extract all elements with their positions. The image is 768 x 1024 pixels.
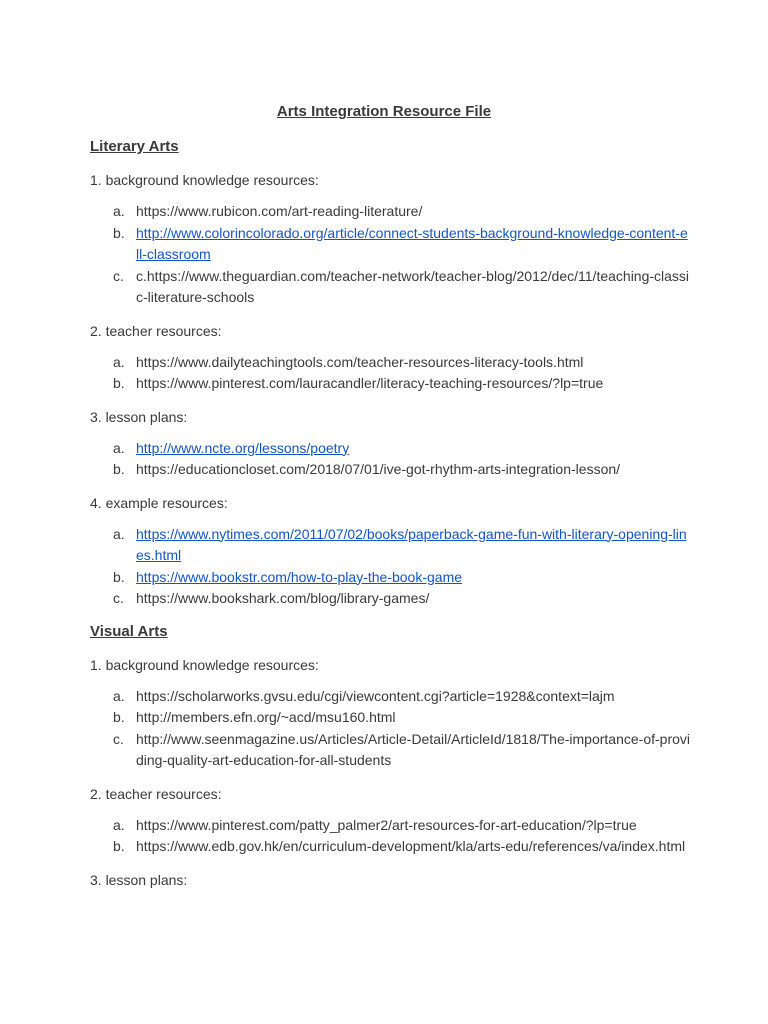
resource-list [90, 686, 690, 772]
numbered-heading: 1. background knowledge resources: [90, 656, 319, 673]
list-item [90, 588, 690, 610]
list-marker: b. [113, 568, 125, 585]
list-item [90, 729, 690, 772]
list-item [90, 223, 690, 266]
section-heading: Literary Arts [90, 138, 179, 155]
resource-url-text: https://www.rubicon.com/art-reading-literature/ [136, 203, 423, 219]
numbered-heading: 3. lesson plans: [90, 408, 188, 425]
list-marker: b. [113, 838, 125, 854]
section [90, 621, 690, 891]
document-title: Arts Integration Resource File [276, 103, 492, 120]
list-item [90, 266, 690, 309]
numbered-heading: 1. background knowledge resources: [90, 172, 319, 188]
list-marker: a. [113, 687, 125, 704]
list-marker: a. [113, 353, 125, 370]
resource-url-text: c.https://www.theguardian.com/teacher-network/teacher-blog/2012/dec/11/teaching-classic-literature-schools [136, 267, 690, 305]
list-marker: b. [113, 375, 125, 391]
resource-url-text: https://www.edb.gov.hk/en/curriculum-development/kla/arts-edu/references/va/index.html [136, 838, 686, 854]
numbered-heading: 3. lesson plans: [90, 871, 188, 888]
list-item [90, 201, 690, 223]
document-body [90, 136, 690, 891]
resource-url-text: http://www.seenmagazine.us/Articles/Article-Detail/ArticleId/1818/The-importance-of-providing-quality-art-education-for-all-students [136, 730, 691, 768]
list-item [90, 459, 690, 481]
resource-link[interactable]: https://www.nytimes.com/2011/07/02/books/paperback-game-fun-with-literary-opening-lines.html [136, 525, 687, 563]
resource-list [90, 524, 690, 610]
list-item [90, 373, 690, 395]
list-marker: b. [113, 461, 125, 477]
list-marker: a. [113, 439, 125, 456]
section [90, 136, 690, 610]
numbered-heading: 4. example resources: [90, 494, 228, 511]
list-marker: b. [113, 224, 125, 241]
resource-list [90, 815, 690, 858]
resource-url-text: http://members.efn.org/~acd/msu160.html [136, 709, 396, 725]
resource-url-text: https://educationcloset.com/2018/07/01/ive-got-rhythm-arts-integration-lesson/ [136, 461, 621, 477]
list-item [90, 567, 690, 589]
resource-link[interactable]: http://www.ncte.org/lessons/poetry [136, 439, 350, 456]
section-heading: Visual Arts [90, 622, 168, 640]
list-marker: b. [113, 709, 125, 725]
resource-list [90, 352, 690, 395]
resource-list [90, 201, 690, 309]
resource-link[interactable]: http://www.colorincolorado.org/article/connect-students-background-knowledge-content-ell-classroom [136, 224, 688, 262]
resource-url-text: https://www.pinterest.com/patty_palmer2/art-resources-for-art-education/?lp=true [136, 816, 637, 833]
list-item [90, 352, 690, 374]
numbered-heading: 2. teacher resources: [90, 785, 222, 802]
resource-url-text: https://www.dailyteachingtools.com/teacher-resources-literacy-tools.html [136, 353, 584, 370]
list-marker: c. [113, 730, 124, 747]
numbered-heading: 2. teacher resources: [90, 322, 222, 339]
list-marker: c. [113, 267, 124, 284]
list-item [90, 524, 690, 567]
list-item [90, 438, 690, 460]
list-marker: c. [113, 590, 124, 606]
list-item [90, 707, 690, 729]
resource-url-text: https://www.bookshark.com/blog/library-games/ [136, 590, 430, 606]
resource-url-text: https://scholarworks.gvsu.edu/cgi/viewcontent.cgi?article=1928&context=lajm [136, 687, 615, 704]
resource-list [90, 438, 690, 481]
resource-url-text: https://www.pinterest.com/lauracandler/literacy-teaching-resources/?lp=true [136, 375, 604, 391]
list-item [90, 815, 690, 837]
list-marker: a. [113, 525, 125, 542]
list-item [90, 836, 690, 858]
list-marker: a. [113, 203, 125, 219]
list-marker: a. [113, 816, 125, 833]
resource-link[interactable]: https://www.bookstr.com/how-to-play-the-book-game [136, 568, 463, 585]
list-item [90, 686, 690, 708]
